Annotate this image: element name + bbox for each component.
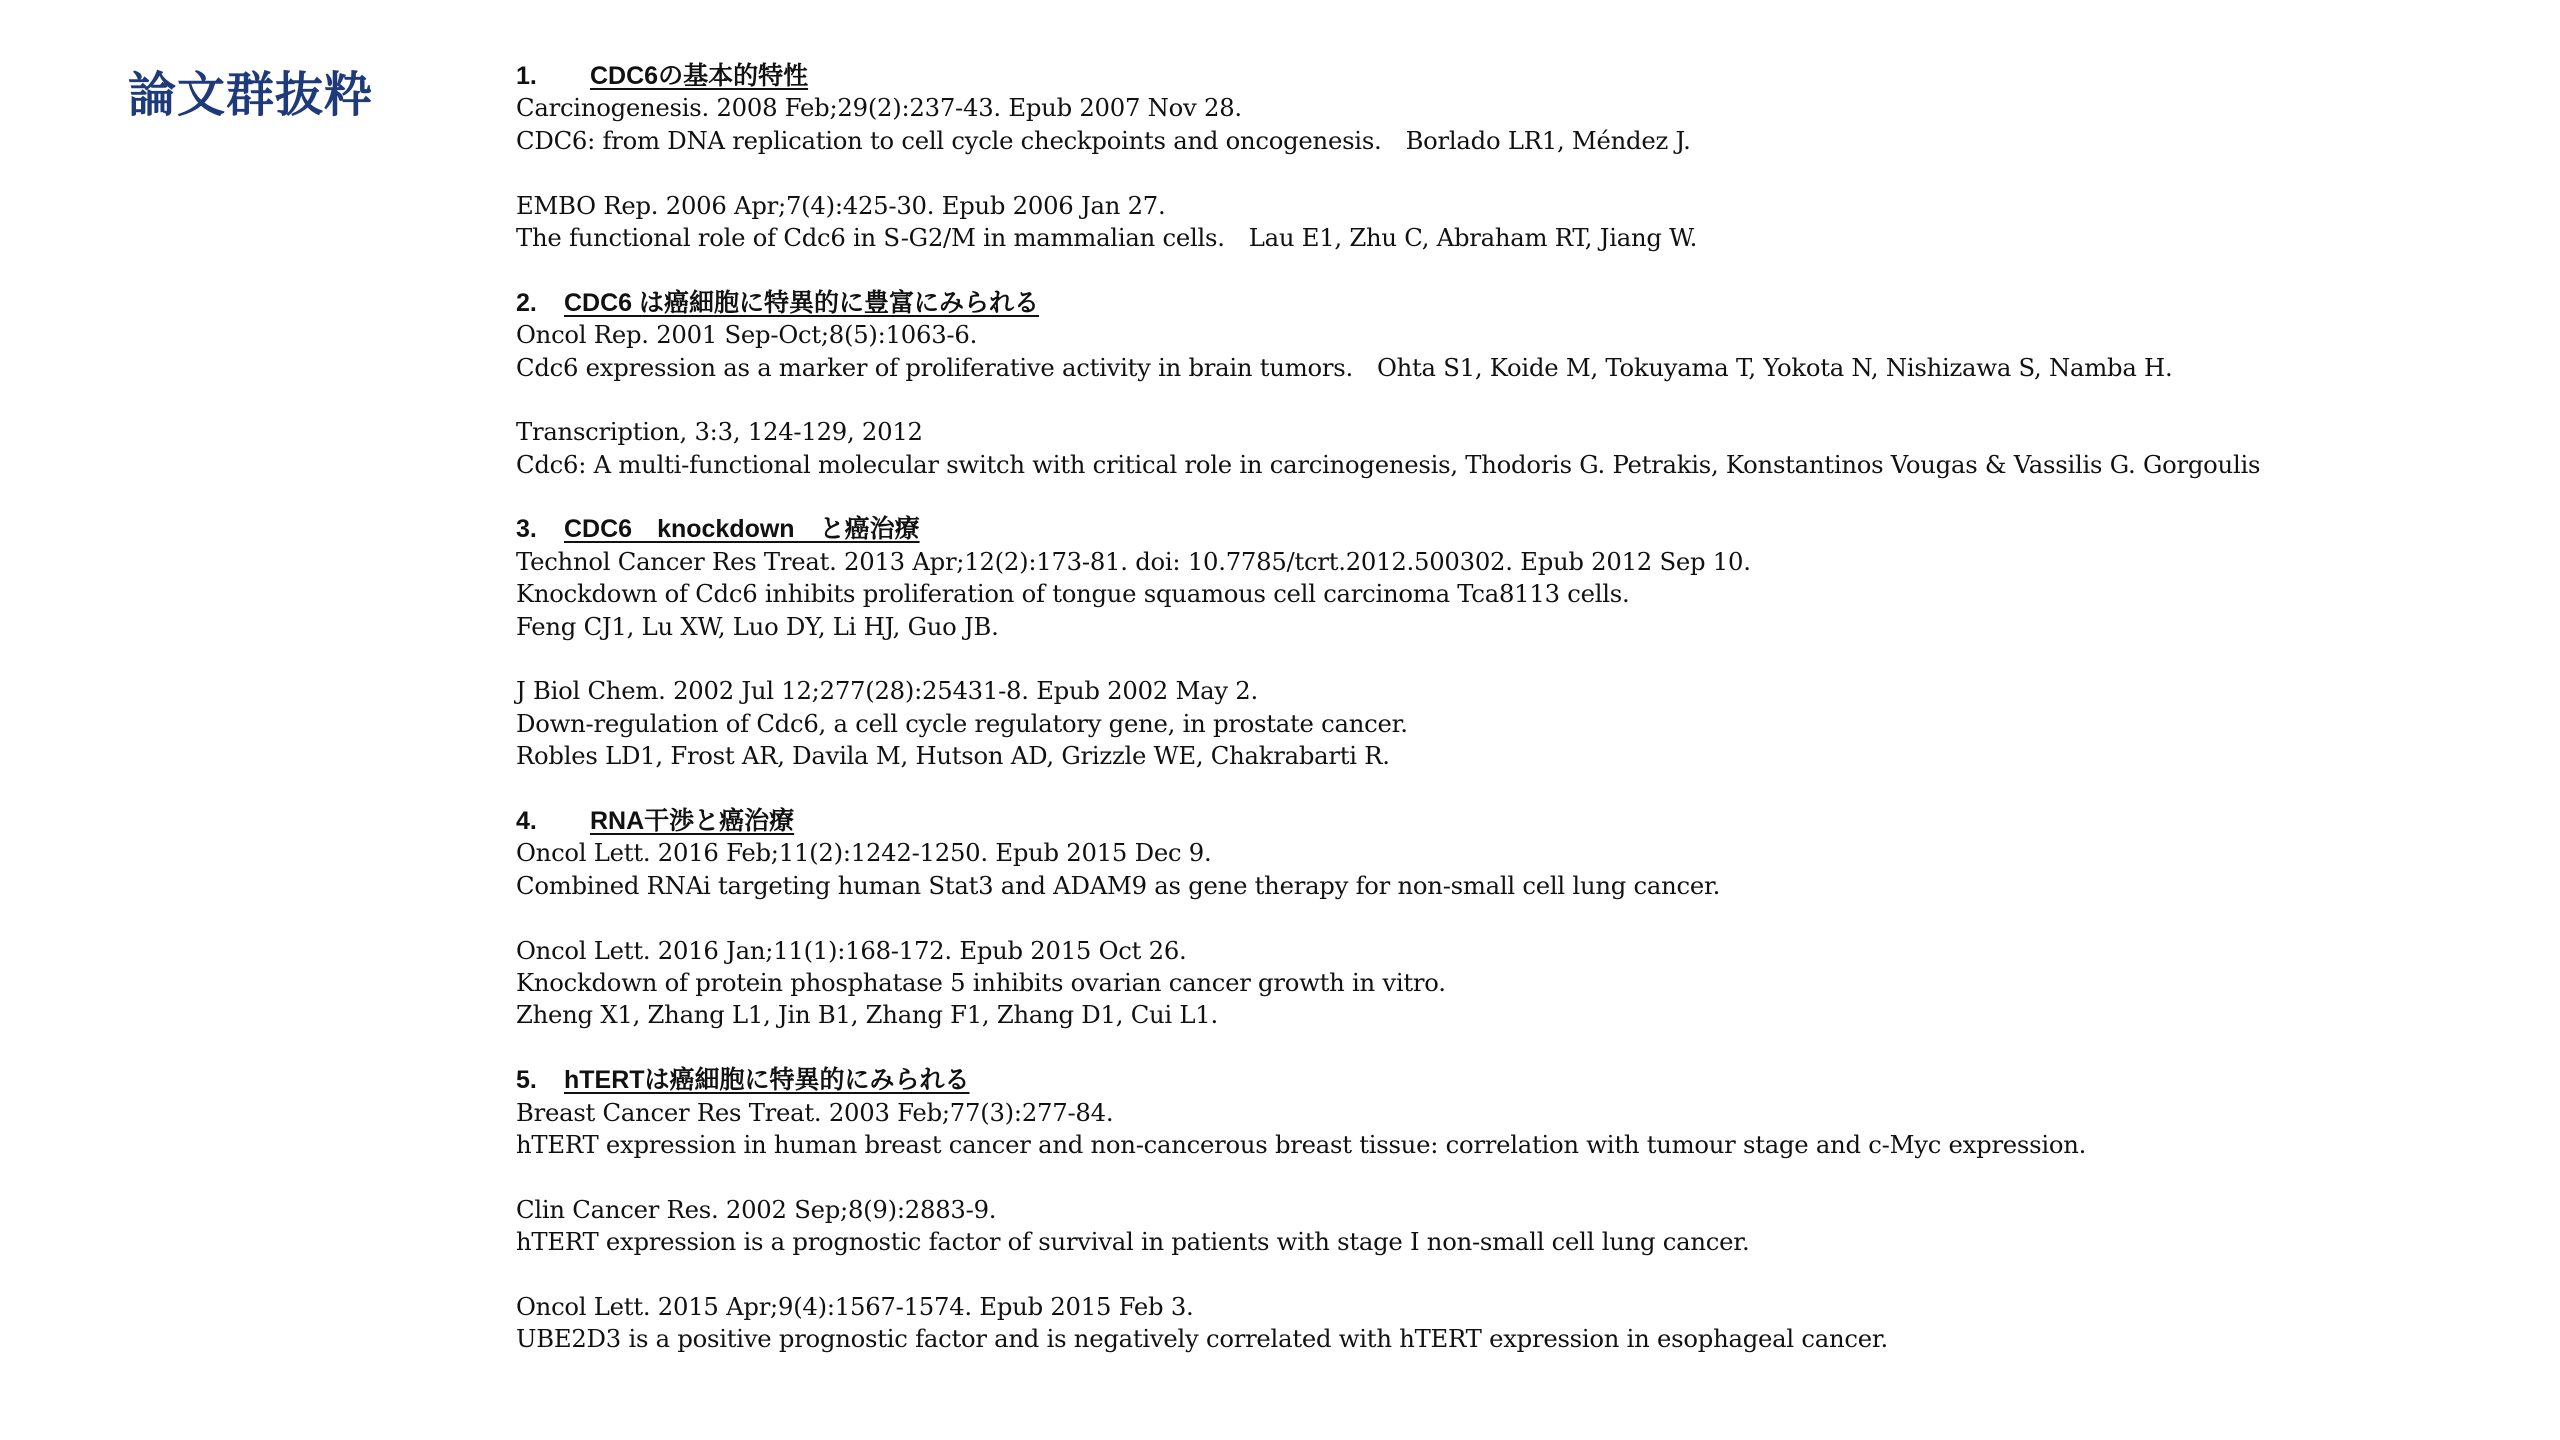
reference-entry bbox=[516, 935, 2536, 1032]
section-2 bbox=[516, 287, 2536, 481]
section-heading bbox=[516, 513, 2536, 545]
reference-entry bbox=[516, 416, 2536, 481]
section-number: 4. bbox=[516, 806, 537, 835]
section-label: CDC6 は癌細胞に特異的に豊富にみられる bbox=[564, 288, 1040, 317]
reference-title: hTERT expression in human breast cancer and non-cancerous breast tissue: correlation with tumour stage and c-Myc expression. bbox=[516, 1129, 2087, 1159]
section-number: 2. bbox=[516, 288, 537, 317]
reference-citation: Transcription, 3:3, 124-129, 2012 bbox=[516, 417, 923, 447]
section-5 bbox=[516, 1064, 2536, 1356]
reference-citation: Oncol Rep. 2001 Sep-Oct;8(5):1063-6. bbox=[516, 320, 978, 350]
reference-citation: Technol Cancer Res Treat. 2013 Apr;12(2):173-81. doi: 10.7785/tcrt.2012.500302. Epub 2012 Sep 10. bbox=[516, 546, 1751, 576]
section-3 bbox=[516, 513, 2536, 772]
reference-title: Cdc6: A multi-functional molecular switch with critical role in carcinogenesis, Thodoris G. Petrakis, Konstantinos Vougas & Vassilis G. Gorgoulis bbox=[516, 449, 2261, 479]
reference-entry bbox=[516, 319, 2536, 384]
reference-authors: Robles LD1, Frost AR, Davila M, Hutson AD, Grizzle WE, Chakrabarti R. bbox=[516, 741, 1390, 771]
section-4 bbox=[516, 805, 2536, 1032]
section-label: CDC6の基本的特性 bbox=[590, 62, 809, 90]
section-label: hTERTは癌細胞に特異的にみられる bbox=[564, 1066, 970, 1095]
reference-citation: J Biol Chem. 2002 Jul 12;277(28):25431-8. Epub 2002 May 2. bbox=[516, 676, 1258, 706]
reference-citation: Breast Cancer Res Treat. 2003 Feb;77(3):277-84. bbox=[516, 1097, 1114, 1127]
reference-title: Combined RNAi targeting human Stat3 and ADAM9 as gene therapy for non-small cell lung cancer. bbox=[516, 870, 1721, 900]
reference-citation: Clin Cancer Res. 2002 Sep;8(9):2883-9. bbox=[516, 1194, 997, 1224]
section-1 bbox=[516, 60, 2536, 254]
reference-citation: Oncol Lett. 2016 Feb;11(2):1242-1250. Epub 2015 Dec 9. bbox=[516, 838, 1212, 868]
reference-entry bbox=[516, 675, 2536, 772]
reference-title: Cdc6 expression as a marker of proliferative activity in brain tumors. Ohta S1, Koide M, Tokuyama T, Yokota N, Nishizawa S, Namba H. bbox=[516, 352, 2173, 382]
reference-entry bbox=[516, 837, 2536, 902]
reference-entry bbox=[516, 1194, 2536, 1259]
section-heading bbox=[516, 287, 2536, 319]
reference-title: hTERT expression is a prognostic factor of survival in patients with stage I non-small cell lung cancer. bbox=[516, 1227, 1750, 1257]
reference-title: Knockdown of protein phosphatase 5 inhibits ovarian cancer growth in vitro. bbox=[516, 967, 1446, 997]
reference-entry bbox=[516, 1097, 2536, 1162]
section-number: 3. bbox=[516, 515, 537, 544]
reference-authors: Feng CJ1, Lu XW, Luo DY, Li HJ, Guo JB. bbox=[516, 611, 999, 641]
section-label: RNA干渉と癌治療 bbox=[590, 806, 795, 835]
section-number: 5. bbox=[516, 1066, 537, 1095]
reference-entry bbox=[516, 546, 2536, 643]
section-heading bbox=[516, 805, 2536, 837]
reference-entry bbox=[516, 92, 2536, 157]
reference-citation: Oncol Lett. 2016 Jan;11(1):168-172. Epub 2015 Oct 26. bbox=[516, 935, 1187, 965]
section-label: CDC6 knockdown と癌治療 bbox=[564, 515, 920, 544]
section-heading bbox=[516, 60, 2536, 92]
reference-entry bbox=[516, 190, 2536, 255]
reference-title: UBE2D3 is a positive prognostic factor and is negatively correlated with hTERT expression in esophageal cancer. bbox=[516, 1324, 1889, 1354]
reference-title: Knockdown of Cdc6 inhibits proliferation of tongue squamous cell carcinoma Tca8113 cells. bbox=[516, 579, 1630, 609]
section-number: 1. bbox=[516, 62, 537, 90]
reference-title: CDC6: from DNA replication to cell cycle checkpoints and oncogenesis. Borlado LR1, Méndez J. bbox=[516, 125, 1691, 155]
reference-citation: Oncol Lett. 2015 Apr;9(4):1567-1574. Epub 2015 Feb 3. bbox=[516, 1291, 1194, 1321]
reference-entry bbox=[516, 1291, 2536, 1356]
page-title: 論文群抜粋 bbox=[128, 67, 374, 123]
reference-title: Down-regulation of Cdc6, a cell cycle regulatory gene, in prostate cancer. bbox=[516, 708, 1408, 738]
reference-citation: EMBO Rep. 2006 Apr;7(4):425-30. Epub 2006 Jan 27. bbox=[516, 190, 1166, 220]
reference-list bbox=[516, 60, 2536, 1356]
reference-citation: Carcinogenesis. 2008 Feb;29(2):237-43. Epub 2007 Nov 28. bbox=[516, 93, 1242, 123]
reference-authors: Zheng X1, Zhang L1, Jin B1, Zhang F1, Zhang D1, Cui L1. bbox=[516, 1000, 1218, 1030]
reference-title: The functional role of Cdc6 in S-G2/M in mammalian cells. Lau E1, Zhu C, Abraham RT, Jiang W. bbox=[516, 222, 1698, 252]
section-heading bbox=[516, 1064, 2536, 1096]
